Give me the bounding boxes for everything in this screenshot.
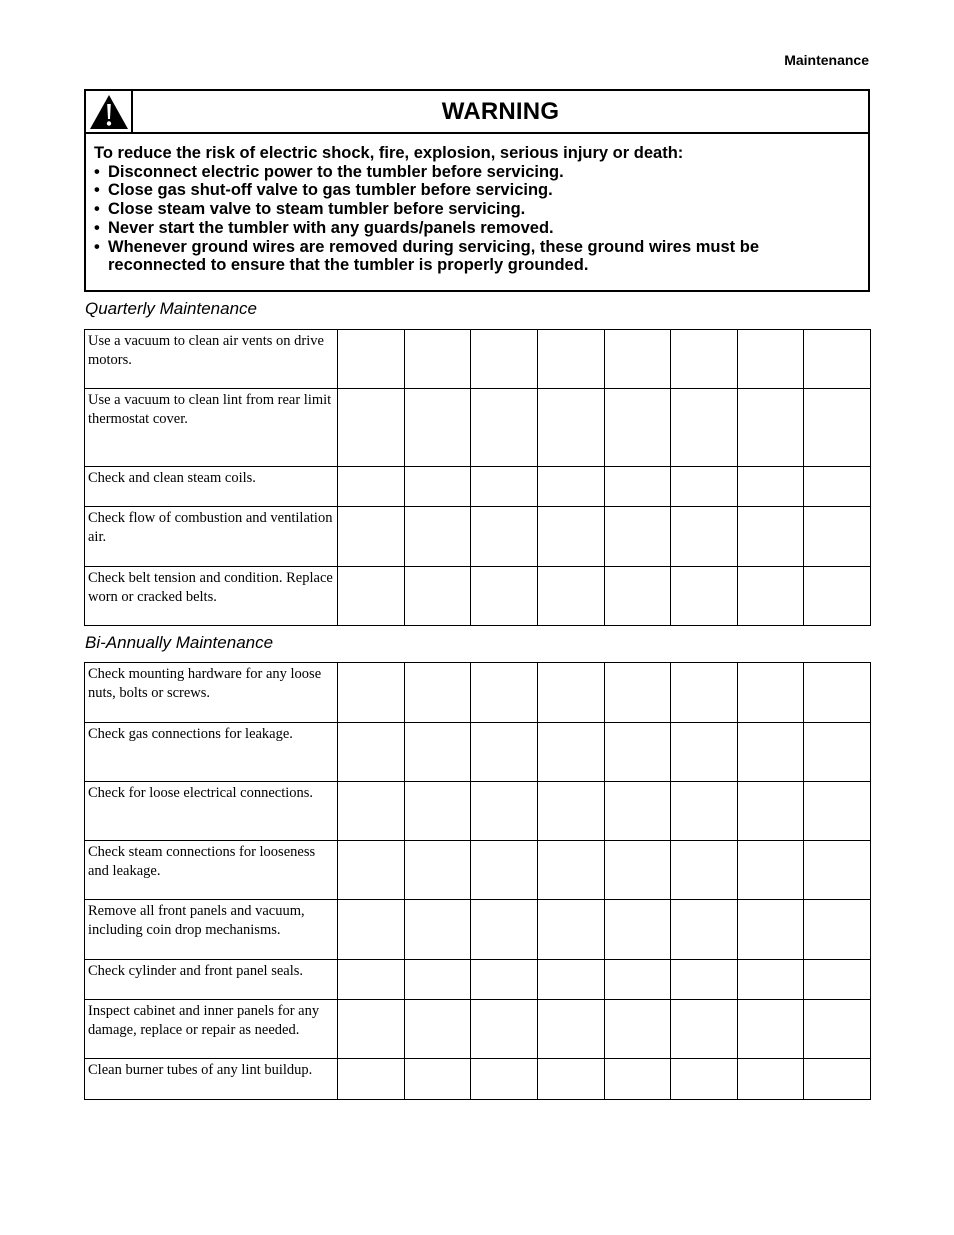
check-cell[interactable] (537, 663, 604, 723)
check-cell[interactable] (471, 467, 538, 507)
warning-item: • Never start the tumbler with any guards/panels removed. (94, 218, 554, 237)
warning-body (94, 144, 860, 275)
check-cell[interactable] (537, 841, 604, 900)
check-cell[interactable] (404, 900, 471, 960)
check-cell[interactable] (537, 782, 604, 841)
warning-item: • Close gas shut-off valve to gas tumbler before servicing. (94, 181, 553, 200)
check-cell[interactable] (604, 663, 671, 723)
check-cell[interactable] (338, 330, 405, 389)
check-cell[interactable] (804, 900, 871, 960)
check-cell[interactable] (604, 1000, 671, 1059)
table-row (85, 467, 871, 507)
check-cell[interactable] (338, 467, 405, 507)
check-cell[interactable] (471, 389, 538, 467)
check-cell[interactable] (471, 507, 538, 567)
check-cell[interactable] (804, 467, 871, 507)
check-cell[interactable] (338, 841, 405, 900)
check-cell[interactable] (604, 507, 671, 567)
task-cell: Check steam connections for looseness and leakage. (85, 841, 338, 900)
check-cell[interactable] (471, 567, 538, 626)
check-cell[interactable] (338, 1059, 405, 1100)
check-cell[interactable] (338, 960, 405, 1000)
check-cell[interactable] (804, 841, 871, 900)
check-cell[interactable] (671, 330, 738, 389)
warning-list (94, 163, 860, 275)
check-cell[interactable] (737, 960, 804, 1000)
check-cell[interactable] (537, 330, 604, 389)
check-cell[interactable] (537, 507, 604, 567)
check-cell[interactable] (804, 960, 871, 1000)
check-cell[interactable] (804, 389, 871, 467)
warning-box (84, 89, 870, 292)
check-cell[interactable] (338, 567, 405, 626)
check-cell[interactable] (671, 507, 738, 567)
check-cell[interactable] (404, 507, 471, 567)
check-cell[interactable] (604, 723, 671, 782)
check-cell[interactable] (737, 567, 804, 626)
task-cell: Check belt tension and condition. Replace worn or cracked belts. (85, 567, 338, 626)
check-cell[interactable] (537, 1000, 604, 1059)
task-cell: Check and clean steam coils. (85, 467, 338, 507)
check-cell[interactable] (604, 389, 671, 467)
table-row (85, 841, 871, 900)
check-cell[interactable] (537, 723, 604, 782)
check-cell[interactable] (671, 782, 738, 841)
check-cell[interactable] (737, 663, 804, 723)
check-cell[interactable] (404, 960, 471, 1000)
check-cell[interactable] (671, 467, 738, 507)
check-cell[interactable] (404, 389, 471, 467)
check-cell[interactable] (671, 663, 738, 723)
table-row (85, 900, 871, 960)
warning-item: • Close steam valve to steam tumbler before servicing. (94, 200, 526, 219)
check-cell[interactable] (471, 1059, 538, 1100)
biannual-table (84, 662, 871, 1100)
check-cell[interactable] (404, 663, 471, 723)
check-cell[interactable] (537, 567, 604, 626)
check-cell[interactable] (404, 1000, 471, 1059)
check-cell[interactable] (737, 841, 804, 900)
check-cell[interactable] (471, 663, 538, 723)
check-cell[interactable] (471, 1000, 538, 1059)
task-cell: Check for loose electrical connections. (85, 782, 338, 841)
check-cell[interactable] (604, 567, 671, 626)
check-cell[interactable] (338, 389, 405, 467)
check-cell[interactable] (404, 567, 471, 626)
check-cell[interactable] (604, 782, 671, 841)
check-cell[interactable] (604, 330, 671, 389)
check-cell[interactable] (737, 782, 804, 841)
check-cell[interactable] (471, 330, 538, 389)
check-cell[interactable] (737, 900, 804, 960)
check-cell[interactable] (737, 389, 804, 467)
table-row (85, 567, 871, 626)
check-cell[interactable] (471, 900, 538, 960)
table-row (85, 723, 871, 782)
check-cell[interactable] (737, 507, 804, 567)
check-cell[interactable] (604, 1059, 671, 1100)
warning-title: WARNING (441, 97, 560, 125)
check-cell[interactable] (404, 1059, 471, 1100)
check-cell[interactable] (338, 663, 405, 723)
table-row (85, 330, 871, 389)
check-cell[interactable] (671, 900, 738, 960)
check-cell[interactable] (804, 782, 871, 841)
check-cell[interactable] (671, 389, 738, 467)
check-cell[interactable] (671, 960, 738, 1000)
check-cell[interactable] (537, 467, 604, 507)
check-cell[interactable] (804, 723, 871, 782)
task-cell: Use a vacuum to clean air vents on drive motors. (85, 330, 338, 389)
table-row (85, 960, 871, 1000)
table-row (85, 663, 871, 723)
check-cell[interactable] (404, 782, 471, 841)
warning-item: • Disconnect electric power to the tumbler before servicing. (94, 162, 564, 181)
check-cell[interactable] (604, 841, 671, 900)
table-row (85, 1000, 871, 1059)
check-cell[interactable] (737, 467, 804, 507)
check-cell[interactable] (471, 960, 538, 1000)
section-header: Maintenance (784, 52, 869, 68)
check-cell[interactable] (671, 723, 738, 782)
quarterly-heading: Quarterly Maintenance (85, 299, 257, 318)
task-cell: Clean burner tubes of any lint buildup. (85, 1059, 338, 1100)
check-cell[interactable] (804, 507, 871, 567)
check-cell[interactable] (604, 960, 671, 1000)
quarterly-table (84, 329, 871, 626)
check-cell[interactable] (537, 1059, 604, 1100)
biannual-heading: Bi-Annually Maintenance (85, 633, 274, 652)
check-cell[interactable] (671, 841, 738, 900)
task-cell: Remove all front panels and vacuum, including coin drop mechanisms. (85, 900, 338, 960)
check-cell[interactable] (537, 960, 604, 1000)
task-cell: Check gas connections for leakage. (85, 723, 338, 782)
warning-header (86, 91, 868, 134)
task-cell: Check mounting hardware for any loose nuts, bolts or screws. (85, 663, 338, 723)
check-cell[interactable] (338, 900, 405, 960)
warning-item: • Whenever ground wires are removed during servicing, these ground wires must be reconnected to ensure that the tumbler is properly grounded. (94, 237, 759, 275)
task-cell: Use a vacuum to clean lint from rear limit thermostat cover. (85, 389, 338, 467)
check-cell[interactable] (404, 330, 471, 389)
task-cell: Inspect cabinet and inner panels for any damage, replace or repair as needed. (85, 1000, 338, 1059)
check-cell[interactable] (671, 1059, 738, 1100)
table-row (85, 1059, 871, 1100)
check-cell[interactable] (804, 1000, 871, 1059)
check-cell[interactable] (671, 1000, 738, 1059)
check-cell[interactable] (404, 723, 471, 782)
check-cell[interactable] (404, 841, 471, 900)
check-cell[interactable] (471, 782, 538, 841)
check-cell[interactable] (404, 467, 471, 507)
check-cell[interactable] (604, 900, 671, 960)
check-cell[interactable] (604, 467, 671, 507)
check-cell[interactable] (671, 567, 738, 626)
warning-icon-cell (86, 91, 133, 132)
check-cell[interactable] (338, 782, 405, 841)
check-cell[interactable] (338, 507, 405, 567)
check-cell[interactable] (804, 1059, 871, 1100)
check-cell[interactable] (737, 330, 804, 389)
check-cell[interactable] (338, 1000, 405, 1059)
check-cell[interactable] (537, 900, 604, 960)
check-cell[interactable] (737, 1000, 804, 1059)
warning-intro: To reduce the risk of electric shock, fire, explosion, serious injury or death: (94, 144, 684, 162)
check-cell[interactable] (804, 330, 871, 389)
table-row (85, 389, 871, 467)
task-cell: Check flow of combustion and ventilation air. (85, 507, 338, 567)
check-cell[interactable] (471, 723, 538, 782)
table-row (85, 507, 871, 567)
task-cell: Check cylinder and front panel seals. (85, 960, 338, 1000)
check-cell[interactable] (537, 389, 604, 467)
check-cell[interactable] (804, 567, 871, 626)
table-row (85, 782, 871, 841)
check-cell[interactable] (338, 723, 405, 782)
check-cell[interactable] (737, 723, 804, 782)
check-cell[interactable] (737, 1059, 804, 1100)
check-cell[interactable] (471, 841, 538, 900)
check-cell[interactable] (804, 663, 871, 723)
warning-triangle-icon (89, 94, 129, 130)
